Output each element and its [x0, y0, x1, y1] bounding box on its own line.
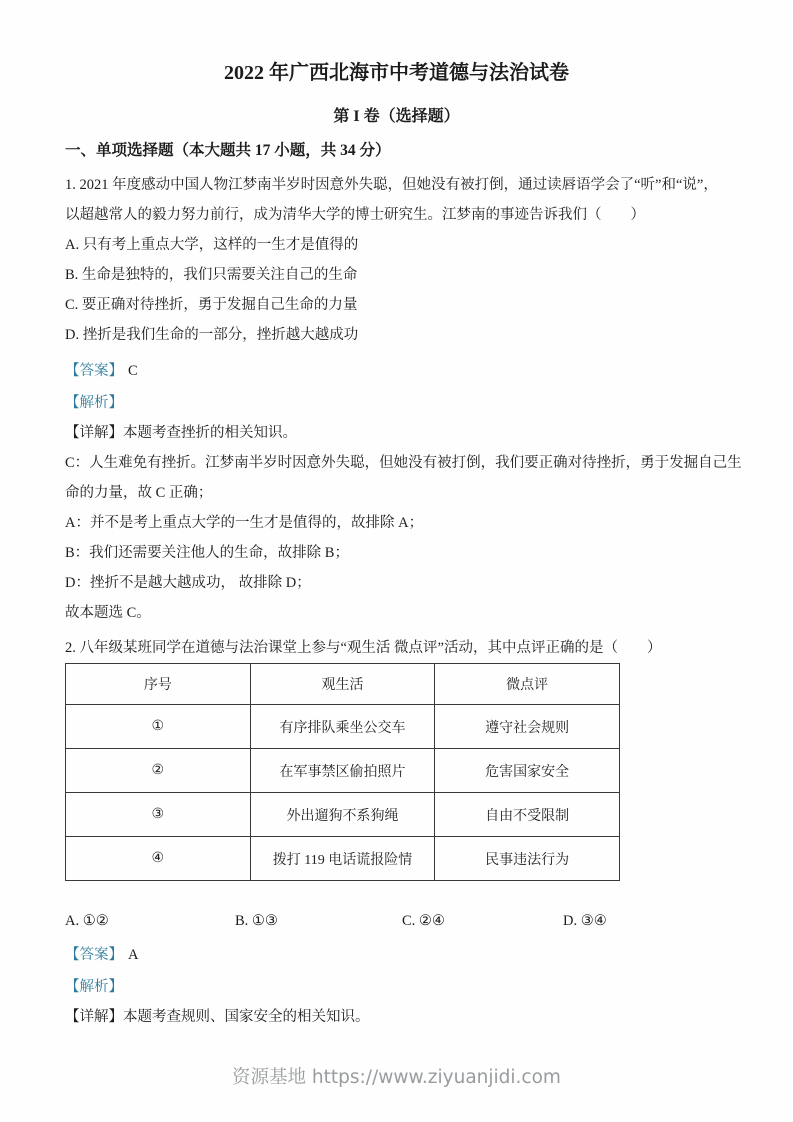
question-1-explanation-line: D：挫折不是越大越成功， 故排除 D； [65, 575, 311, 591]
table-row [66, 793, 620, 837]
question-1-explanation-line: 命的力量，故 C 正确； [65, 485, 213, 501]
table-cell: 危害国家安全 [435, 749, 620, 793]
table-cell: 民事违法行为 [435, 837, 620, 881]
question-2-detail-line [65, 1002, 735, 1032]
question-1-option-a: A. 只有考上重点大学，这样的一生才是值得的 [65, 237, 359, 253]
question-1-analysis-line [65, 388, 735, 418]
detail-text: 本题考查挫折的相关知识。 [123, 425, 297, 441]
watermark-footer: 资源基地 https://www.ziyuanjidi.com [232, 1067, 561, 1088]
detail-label: 【详解】 [65, 1009, 123, 1025]
question-1-explanation-line: B：我们还需要关注他人的生命，故排除 B； [65, 545, 349, 561]
answer-label: 【答案】 [65, 947, 123, 963]
table-cell: 自由不受限制 [435, 793, 620, 837]
answer-label: 【答案】 [65, 363, 123, 379]
table-row [66, 749, 620, 793]
question-1-answer-line [65, 356, 735, 386]
table-cell: 遵守社会规则 [435, 705, 620, 749]
question-1-option-c: C. 要正确对待挫折，勇于发掘自己生命的力量 [65, 297, 358, 313]
question-2-option-b: B. ①③ [235, 913, 278, 929]
section-heading: 一、单项选择题（本大题共 17 小题，共 34 分） [65, 142, 391, 159]
question-2-option-a: A. ①② [65, 913, 109, 929]
table-header-row [66, 664, 620, 705]
detail-text: 本题考查规则、国家安全的相关知识。 [123, 1009, 370, 1025]
question-2-option-d: D. ③④ [563, 913, 607, 929]
question-1-stem-line: 以超越常人的毅力努力前行，成为清华大学的博士研究生。江梦南的事迹告诉我们（ ） [65, 207, 645, 223]
question-1-explanation-line: A：并不是考上重点大学的一生才是值得的，故排除 A； [65, 515, 424, 531]
question-1-option-d: D. 挫折是我们生命的一部分，挫折越大越成功 [65, 327, 359, 343]
table-cell: 外出遛狗不系狗绳 [250, 793, 435, 837]
analysis-label: 【解析】 [65, 979, 123, 995]
question-1-conclusion-line: 故本题选 C。 [65, 605, 151, 621]
question-2-answer-line [65, 940, 735, 970]
answer-value: C [128, 363, 138, 379]
table-cell: 在军事禁区偷拍照片 [250, 749, 435, 793]
question-2-analysis-line [65, 972, 735, 1002]
question-1-detail-line [65, 418, 735, 448]
table-row [66, 837, 620, 881]
volume-subtitle: 第 I 卷（选择题） [333, 108, 460, 125]
question-1-explanation-line: C：人生难免有挫折。江梦南半岁时因意外失聪，但她没有被打倒，我们要正确对待挫折，勇于发掘自己生 [65, 455, 742, 471]
question-2-stem-line: 2. 八年级某班同学在道德与法治课堂上参与“观生活 微点评”活动，其中点评正确的是（ ） [65, 640, 662, 656]
table-cell: ① [66, 705, 251, 749]
table-cell: 拨打 119 电话谎报险情 [250, 837, 435, 881]
question-2-option-c: C. ②④ [402, 913, 445, 929]
table-row [66, 705, 620, 749]
q2-observation-table [65, 663, 620, 881]
question-2-options-row [65, 906, 735, 936]
question-1-stem-line: 1. 2021 年度感动中国人物江梦南半岁时因意外失聪，但她没有被打倒，通过读唇语学会了“听”和“说”， [65, 177, 718, 193]
table-cell: ④ [66, 837, 251, 881]
page-title: 2022 年广西北海市中考道德与法治试卷 [224, 62, 569, 84]
question-1-option-b: B. 生命是独特的，我们只需要关注自己的生命 [65, 267, 358, 283]
table-cell: ② [66, 749, 251, 793]
analysis-label: 【解析】 [65, 395, 123, 411]
table-cell: 有序排队乘坐公交车 [250, 705, 435, 749]
table-cell: ③ [66, 793, 251, 837]
table-header-cell: 微点评 [435, 664, 620, 705]
table-header-cell: 观生活 [250, 664, 435, 705]
table-header-cell: 序号 [66, 664, 251, 705]
detail-label: 【详解】 [65, 425, 123, 441]
answer-value: A [128, 947, 139, 963]
